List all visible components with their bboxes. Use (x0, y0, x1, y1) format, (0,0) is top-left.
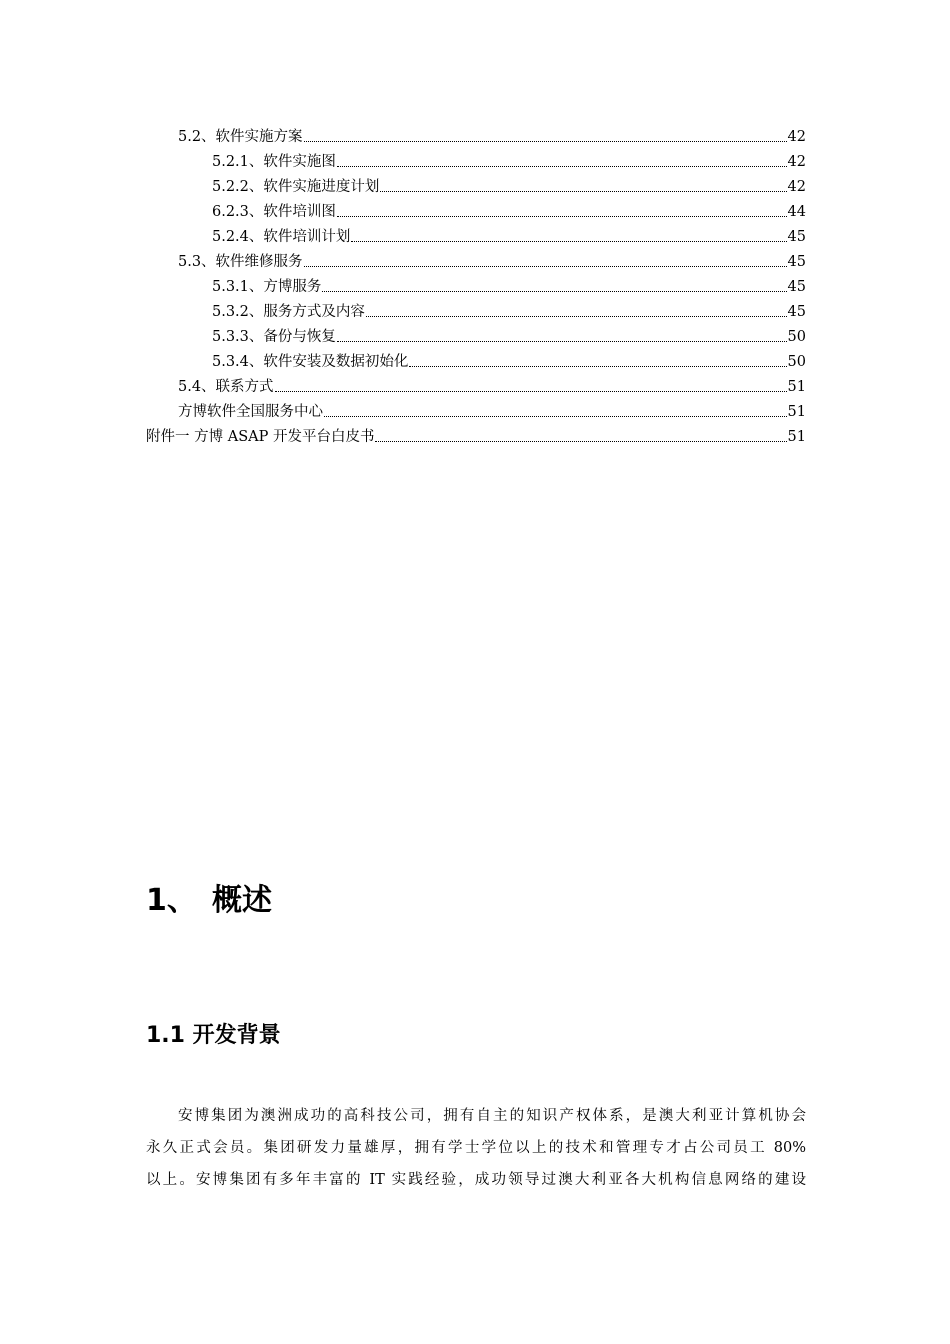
paragraph-line: 以上。安博集团有多年丰富的 IT 实践经验，成功领导过澳大利亚各大机构信息网络的建设 (146, 1172, 806, 1188)
toc-dot-leader (351, 240, 786, 242)
toc-entry[interactable] (146, 426, 806, 448)
toc-entry[interactable] (212, 201, 806, 223)
paragraph-line: 永久正式会员。集团研发力量雄厚，拥有学士学位以上的技术和管理专才占公司员工 80% (146, 1140, 806, 1156)
toc-entry[interactable] (212, 151, 806, 173)
toc-entry-page: 45 (787, 254, 806, 270)
toc-entry-title: 5.3.3、备份与恢复 (212, 329, 336, 345)
toc-dot-leader (409, 365, 786, 367)
toc-entry-page: 51 (787, 379, 806, 395)
toc-entry[interactable] (212, 226, 806, 248)
toc-entry-page: 42 (787, 179, 806, 195)
toc-dot-leader (337, 340, 787, 342)
toc-entry-title: 方博软件全国服务中心 (178, 404, 323, 420)
toc-dot-leader (275, 390, 787, 392)
toc-entry-title: 5.3.2、服务方式及内容 (212, 304, 365, 320)
toc-entry[interactable] (212, 301, 806, 323)
chapter-title: 概述 (212, 883, 272, 918)
toc-dot-leader (380, 190, 786, 192)
toc-entry[interactable] (178, 376, 806, 398)
toc-dot-leader (322, 290, 786, 292)
toc-entry-page: 42 (787, 154, 806, 170)
toc-entry-page: 45 (787, 229, 806, 245)
toc-entry-page: 51 (787, 429, 806, 445)
toc-entry-page: 50 (787, 329, 806, 345)
chapter-number: 1、 (146, 883, 197, 918)
toc-entry-page: 44 (787, 204, 806, 220)
toc-entry[interactable] (178, 401, 806, 423)
toc-dot-leader (304, 265, 787, 267)
toc-entry-title: 附件一 方博 ASAP 开发平台白皮书 (146, 429, 375, 445)
toc-entry-title: 5.2.2、软件实施进度计划 (212, 179, 380, 195)
toc-entry[interactable] (178, 126, 806, 148)
toc-dot-leader (337, 165, 787, 167)
toc-entry-title: 5.2、软件实施方案 (178, 129, 303, 145)
section-heading: 1.1 开发背景 (146, 1023, 281, 1048)
toc-entry-title: 5.3、软件维修服务 (178, 254, 303, 270)
toc-entry-title: 5.2.4、软件培训计划 (212, 229, 351, 245)
toc-entry-page: 42 (787, 129, 806, 145)
toc-entry-page: 45 (787, 304, 806, 320)
toc-dot-leader (324, 415, 787, 417)
toc-entry-page: 51 (787, 404, 806, 420)
toc-entry-title: 5.4、联系方式 (178, 379, 274, 395)
toc-entry-title: 6.2.3、软件培训图 (212, 204, 336, 220)
toc-dot-leader (337, 215, 787, 217)
toc-entry[interactable] (178, 251, 806, 273)
body-paragraph (146, 1100, 806, 1196)
toc-entry[interactable] (212, 176, 806, 198)
toc-entry-title: 5.2.1、软件实施图 (212, 154, 336, 170)
toc-entry-title: 5.3.1、方博服务 (212, 279, 322, 295)
toc-dot-leader (366, 315, 787, 317)
toc-entry[interactable] (212, 326, 806, 348)
chapter-heading (146, 876, 272, 926)
toc-entry[interactable] (212, 351, 806, 373)
toc-entry[interactable] (212, 276, 806, 298)
toc-entry-title: 5.3.4、软件安装及数据初始化 (212, 354, 409, 370)
toc-dot-leader (304, 140, 787, 142)
toc-entry-page: 50 (787, 354, 806, 370)
toc-dot-leader (375, 440, 786, 442)
paragraph-line: 安博集团为澳洲成功的高科技公司，拥有自主的知识产权体系，是澳大利亚计算机协会 (178, 1108, 806, 1124)
toc-entry-page: 45 (787, 279, 806, 295)
